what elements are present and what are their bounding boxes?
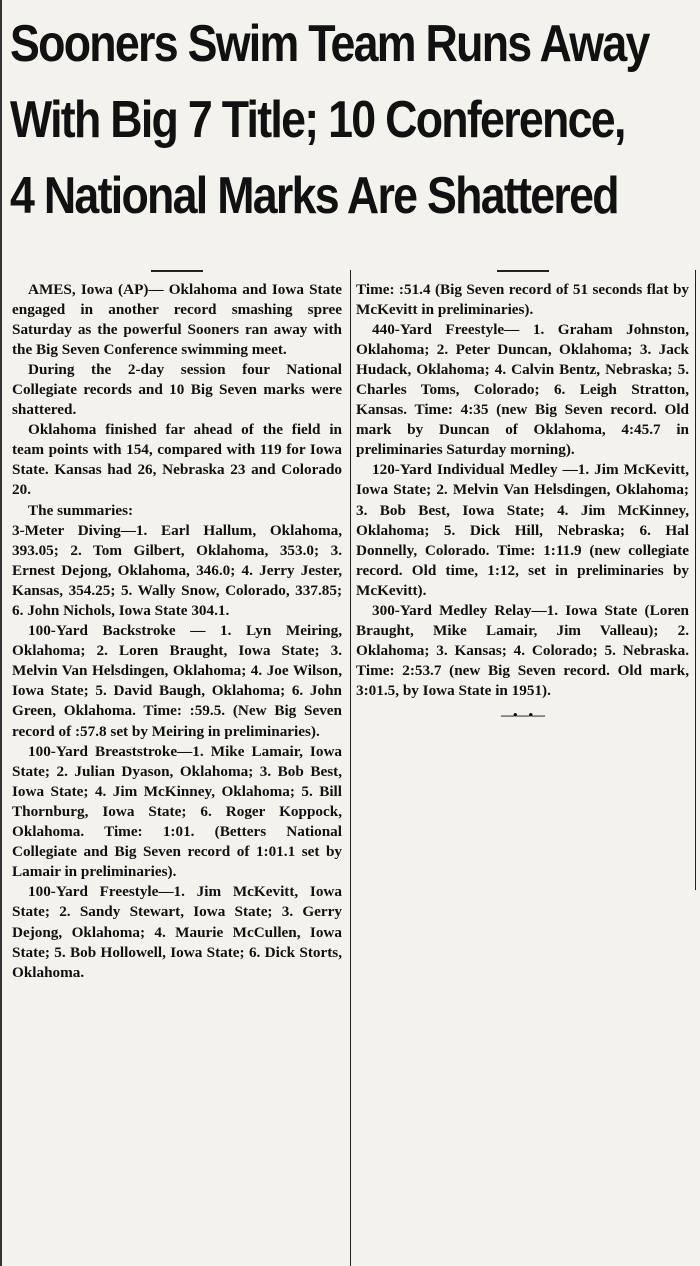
headline-line-3: 4 National Marks Are Shattered: [10, 167, 618, 225]
result-100-freestyle-time: Time: :51.4 (Big Seven record of 51 seconds flat by McKevitt in preliminaries).: [356, 280, 689, 318]
paragraph-lede: AMES, Iowa (AP)— Oklahoma and Iowa State engaged in another record smashing spree Saturday as the powerful Sooners ran away with the Big Seven Conference swimming meet.: [12, 280, 342, 358]
headline-line-1: Sooners Swim Team Runs Away: [10, 15, 649, 73]
page-edge-line: [0, 0, 2, 1266]
article-column-1: [12, 270, 351, 1266]
result-440-freestyle: 440-Yard Freestyle— 1. Graham Johnston, Oklahoma; 2. Peter Duncan, Oklahoma; 3. Jack Hudack, Oklahoma; 4. Calvin Bentz, Nebraska; 5. Charles Toms, Colorado; 6. Leigh Stratton, Kansas. Time: 4:35 (new Big Seven record. Old mark by Duncan of Oklahoma, 4:45.7 in preliminaries Saturday morning).: [356, 320, 689, 459]
paragraph-team-points: Oklahoma finished far ahead of the field in team points with 154, compared with 119 for Iowa State. Kansas had 26, Nebraska 23 and Colorado 20.: [12, 421, 342, 499]
article-column-2: [356, 270, 696, 890]
result-100-backstroke: 100-Yard Backstroke — 1. Lyn Meiring, Oklahoma; 2. Loren Braught, Iowa State; 3. Melvin Van Helsdingen, Oklahoma; 4. Joe Wilson, Iowa State; 5. David Baugh, Oklahoma; 6. John Green, Oklahoma. Time: :59.5. (New Big Seven record of :57.8 set by Meiring in preliminaries).: [12, 622, 342, 740]
result-100-breaststroke: 100-Yard Breaststroke—1. Mike Lamair, Iowa State; 2. Julian Dyason, Oklahoma; 3. Bob Best, Iowa State; 4. Jim McKinney, Oklahoma; 5. Bill Thornburg, Iowa State; 6. Roger Koppock, Oklahoma. Time: 1:01. (Betters National Collegiate and Big Seven record of 1:01.1 set by Lamair in preliminaries).: [12, 742, 342, 881]
result-100-freestyle: 100-Yard Freestyle—1. Jim McKevitt, Iowa State; 2. Sandy Stewart, Iowa State; 3. Gerry Dejong, Oklahoma; 4. Maurie McCullen, Iowa State; 5. Bob Hollowell, Iowa State; 6. Dick Storts, Oklahoma.: [12, 883, 342, 981]
column-rule: [497, 270, 549, 272]
paragraph-records: During the 2-day session four National Collegiate records and 10 Big Seven marks were shattered.: [12, 360, 342, 419]
result-3m-diving: 3-Meter Diving—1. Earl Hallum, Oklahoma, 393.05; 2. Tom Gilbert, Oklahoma, 353.0; 3. Ernest Dejong, Oklahoma, 346.0; 4. Jerry Jester, Kansas, 354.25; 5. Wally Snow, Colorado, 337.85; 6. John Nichols, Iowa State 304.1.: [12, 521, 342, 619]
headline-line-2: With Big 7 Title; 10 Conference,: [10, 91, 625, 149]
result-120-medley: 120-Yard Individual Medley —1. Jim McKevitt, Iowa State; 2. Melvin Van Helsdingen, Oklahoma; 3. Bob Best, Iowa State; 4. Jim McKinney, Oklahoma; 5. Dick Hill, Nebraska; 6. Hal Donnelly, Colorado. Time: 1:11.9 (new collegiate record. Old time, 1:12, set in preliminaries by McKevitt).: [356, 461, 689, 599]
column-rule: [151, 270, 203, 272]
end-dingbat: —•—•—: [500, 707, 545, 723]
headline: [10, 6, 649, 234]
result-300-medley-relay: 300-Yard Medley Relay—1. Iowa State (Loren Braught, Mike Lamair, Jim Valleau); 2. Oklahoma; 3. Kansas; 4. Colorado; 5. Nebraska. Time: 2:53.7 (new Big Seven record. Old mark, 3:01.5, by Iowa State in 1951).: [356, 602, 689, 700]
paragraph-summaries-label: The summaries:: [28, 501, 134, 519]
